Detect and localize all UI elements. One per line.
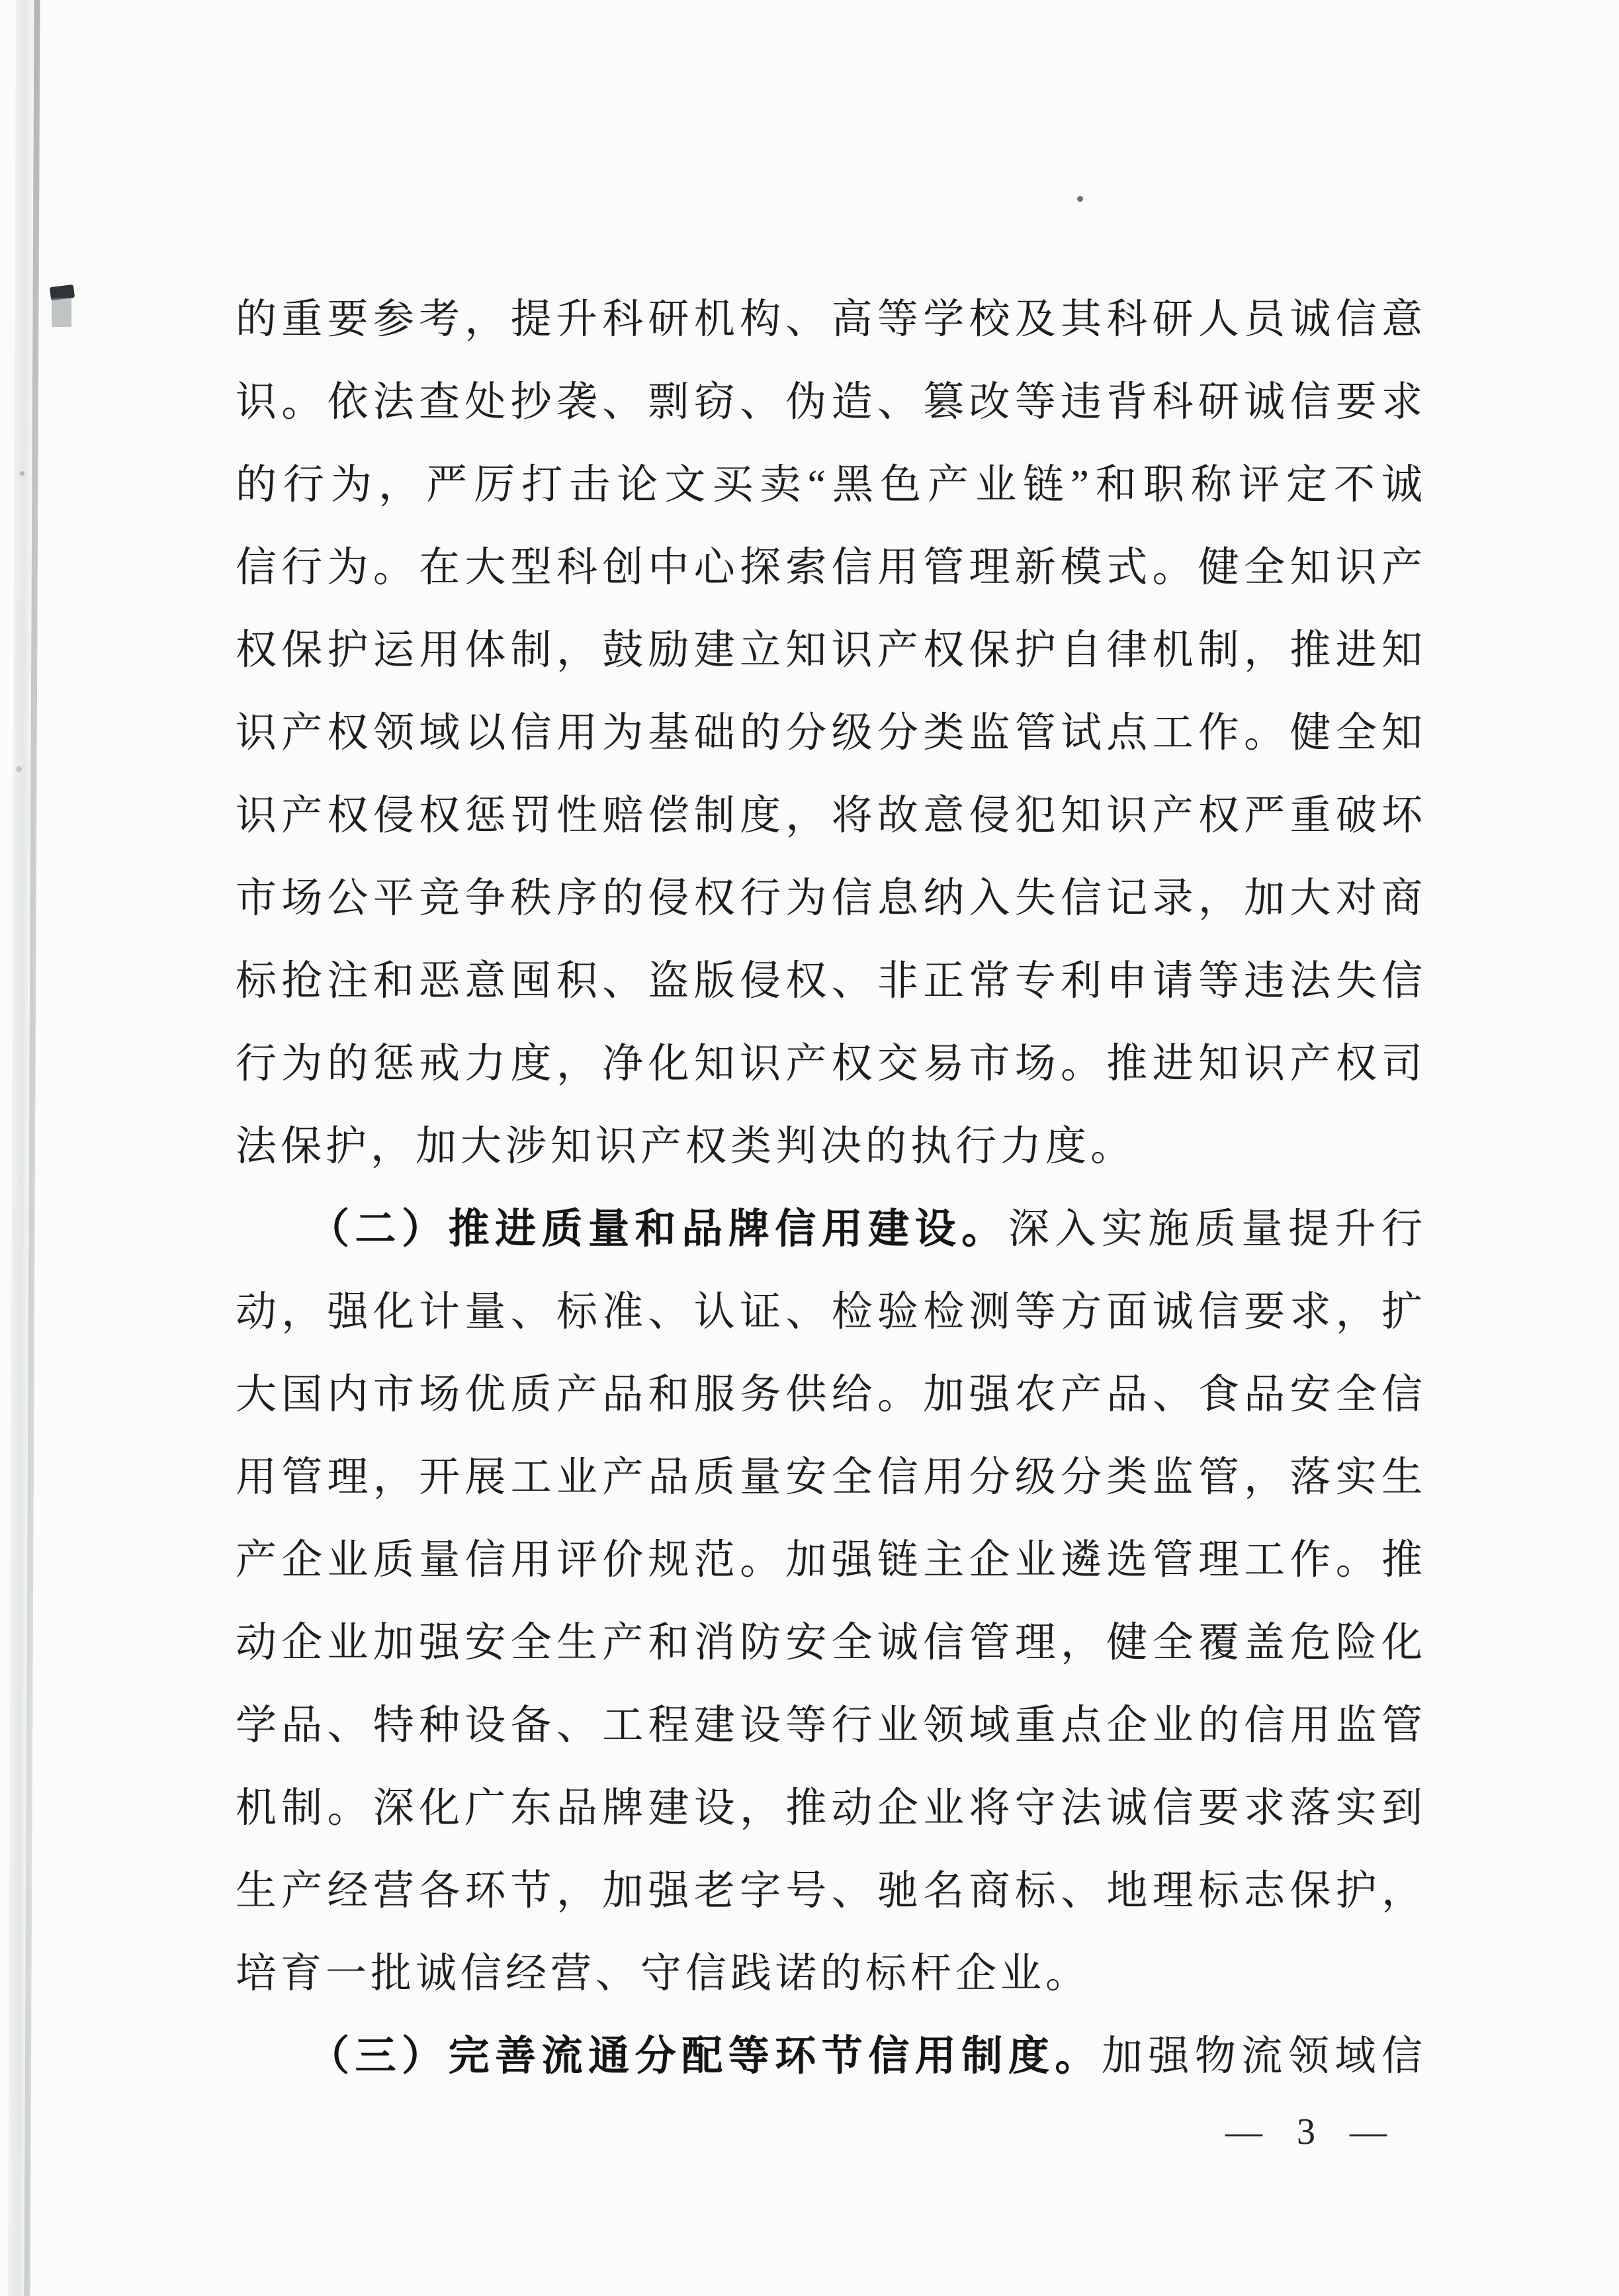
text-segment: 识。依法查处抄袭、剽窃、伪造、篡改等违背科研诚信要求 [236, 380, 1426, 425]
text-segment: 识产权侵权惩罚性赔偿制度，将故意侵犯知识产权严重破坏 [236, 793, 1426, 838]
text-line [236, 361, 1426, 444]
text-segment: 机制。深化广东品牌建设，推动企业将守法诚信要求落实到 [236, 1786, 1426, 1831]
text-line [236, 527, 1426, 609]
text-line [236, 1519, 1426, 1602]
text-segment: 的重要参考，提升科研机构、高等学校及其科研人员诚信意 [236, 297, 1426, 342]
text-line [236, 1767, 1426, 1850]
text-line [236, 775, 1426, 858]
text-line [236, 1850, 1426, 1933]
text-line [236, 1602, 1426, 1685]
text-line [236, 692, 1426, 775]
text-segment: 生产经营各环节，加强老字号、驰名商标、地理标志保护， [236, 1869, 1426, 1914]
scan-artifact-gray-mark [52, 298, 71, 327]
text-segment: 信行为。在大型科创中心探索信用管理新模式。健全知识产 [236, 545, 1426, 590]
text-line [236, 1271, 1426, 1354]
text-line [236, 1933, 1426, 2015]
scan-artifact-red-speck [20, 471, 24, 476]
text-segment: 学品、特种设备、工程建设等行业领域重点企业的信用监管 [236, 1703, 1426, 1748]
text-line [236, 1436, 1426, 1519]
document-body [236, 279, 1426, 2098]
text-line [236, 1685, 1426, 1767]
text-segment: 动企业加强安全生产和消防安全诚信管理，健全覆盖危险化 [236, 1620, 1426, 1665]
text-segment: 行为的惩戒力度，净化知识产权交易市场。推进知识产权司 [236, 1041, 1426, 1086]
text-segment: 产企业质量信用评价规范。加强链主企业遴选管理工作。推 [236, 1538, 1426, 1583]
text-segment: 市场公平竞争秩序的侵权行为信息纳入失信记录，加大对商 [236, 876, 1426, 921]
text-line [236, 1106, 1426, 1188]
text-segment: 大国内市场优质产品和服务供给。加强农产品、食品安全信 [236, 1372, 1426, 1417]
text-segment: 标抢注和恶意囤积、盗版侵权、非正常专利申请等违法失信 [236, 959, 1426, 1004]
text-segment: 培育一批诚信经营、守信践诺的标杆企业。 [236, 1951, 1091, 1996]
text-line [236, 609, 1426, 692]
text-line [236, 279, 1426, 361]
text-line [236, 1354, 1426, 1436]
text-line [236, 940, 1426, 1023]
scan-artifact-gray-speck [16, 766, 22, 772]
text-segment-bold: （二）推进质量和品牌信用建设。 [236, 1207, 1008, 1252]
text-line [236, 1023, 1426, 1106]
scan-artifact-ink-dot [1077, 196, 1083, 202]
text-segment: 的行为，严厉打击论文买卖“黑色产业链”和职称评定不诚 [236, 463, 1426, 508]
text-line [236, 858, 1426, 940]
text-segment: 动，强化计量、标准、认证、检验检测等方面诚信要求，扩 [236, 1290, 1426, 1335]
text-segment: 加强物流领域信 [1101, 2034, 1426, 2079]
text-line [236, 1188, 1426, 1271]
text-segment: 用管理，开展工业产品质量安全信用分级分类监管，落实生 [236, 1455, 1426, 1500]
text-line [236, 2015, 1426, 2098]
text-segment: 识产权领域以信用为基础的分级分类监管试点工作。健全知 [236, 711, 1426, 756]
text-segment-bold: （三）完善流通分配等环节信用制度。 [236, 2034, 1102, 2079]
text-segment: 深入实施质量提升行 [1008, 1207, 1426, 1252]
text-segment: 权保护运用体制，鼓励建立知识产权保护自律机制，推进知 [236, 628, 1426, 673]
text-segment: 法保护，加大涉知识产权类判决的执行力度。 [236, 1124, 1136, 1169]
text-line [236, 444, 1426, 527]
page-number: — 3 — [1225, 2111, 1388, 2152]
